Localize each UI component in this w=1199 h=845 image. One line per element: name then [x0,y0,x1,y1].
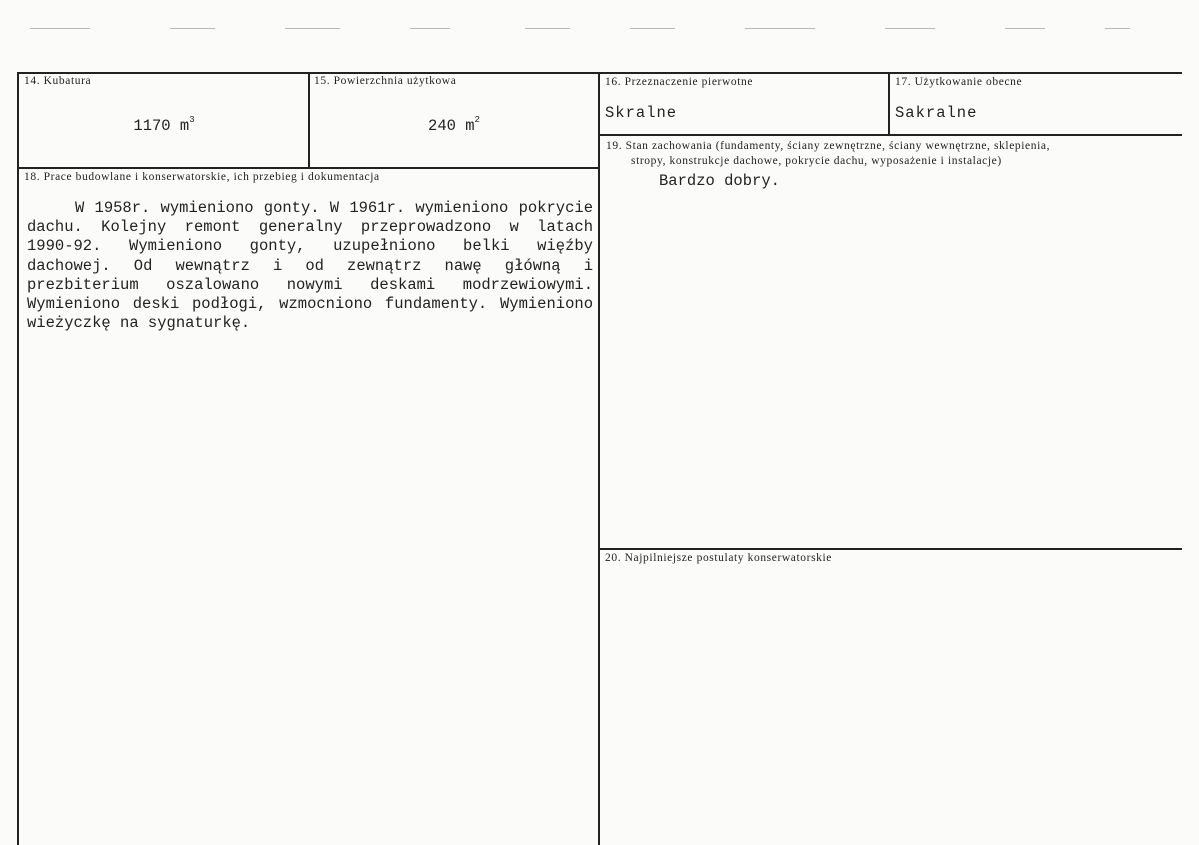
form-left-border [17,72,19,845]
powierzchnia-value [310,117,598,135]
przeznaczenie-value: Skralne [605,104,678,122]
przeznaczenie-label: 16. Przeznaczenie pierwotne [605,76,754,88]
kubatura-exponent: 3 [189,115,195,125]
top-faint-line [525,28,570,29]
postulaty-label: 20. Najpilniejsze postulaty konserwatorskie [605,552,833,564]
right-top-row-border [598,134,1182,136]
uzytkowanie-label: 17. Użytkowanie obecne [895,76,1023,88]
form-top-border [17,72,1182,74]
top-faint-line [1105,28,1130,29]
stan-label-line2: stropy, konstrukcje dachowe, pokrycie dachu, wyposażenie i instalacje) [631,155,1002,167]
kubatura-label: 14. Kubatura [24,75,92,87]
top-faint-line [1005,28,1045,29]
center-divider [598,72,600,845]
kubatura-value [20,117,308,135]
powierzchnia-exponent: 2 [474,115,480,125]
divider-przeznaczenie-uzytkowanie [888,72,890,134]
powierzchnia-number: 240 m [428,117,475,136]
stan-value: Bardzo dobry. [659,172,780,190]
top-faint-line [285,28,340,29]
left-top-row-border [17,167,598,169]
uzytkowanie-value: Sakralne [895,104,978,122]
top-faint-line [630,28,675,29]
prace-text: W 1958r. wymieniono gonty. W 1961r. wymieniono pokrycie dachu. Kolejny remont generalny przeprowadzono w latach 1990-92. Wymieniono gonty, uzupełniono belki więźby dachowej. Od wewnątrz i od zewnątrz nawę główną i prezbiterium oszalowano nowymi deskami modrzewiowymi. Wymieniono deski podłogi, wzmocniono fundamenty. Wymieniono wieżyczkę na sygnaturkę. [27,199,593,333]
top-faint-line [885,28,935,29]
top-faint-line [30,28,90,29]
top-faint-line [745,28,815,29]
prace-label: 18. Prace budowlane i konserwatorskie, ich przebieg i dokumentacja [24,171,380,183]
postulaty-top-border [598,548,1182,550]
powierzchnia-label: 15. Powierzchnia użytkowa [314,75,457,87]
kubatura-number: 1170 m [133,117,190,136]
stan-label [606,139,1176,169]
stan-label-line1: 19. Stan zachowania (fundamenty, ściany zewnętrzne, ściany wewnętrzne, sklepienia, [606,140,1051,152]
top-faint-line [410,28,450,29]
top-faint-line [170,28,215,29]
